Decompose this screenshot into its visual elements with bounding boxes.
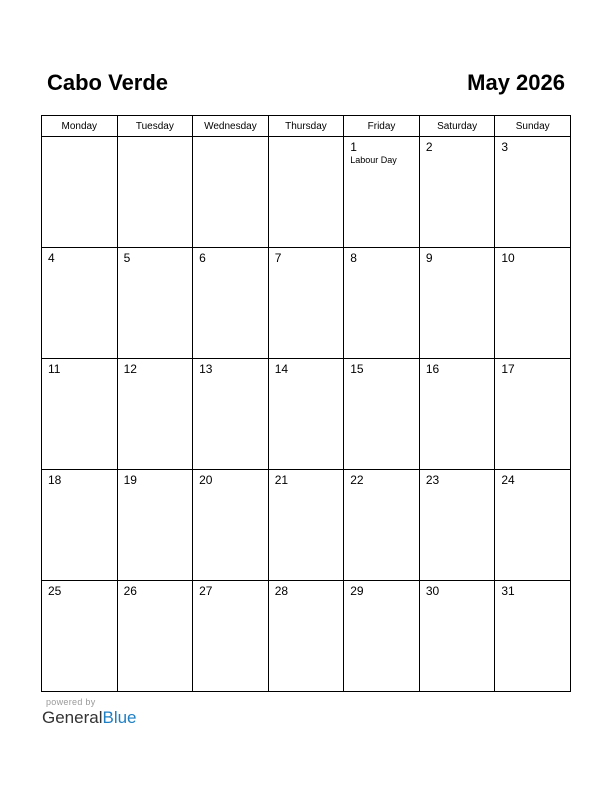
day-cell <box>419 248 495 359</box>
day-number: 14 <box>274 362 289 376</box>
day-cell <box>344 470 420 581</box>
day-number: 12 <box>123 362 137 376</box>
day-cell <box>193 359 269 470</box>
day-number <box>269 137 344 140</box>
day-number: 16 <box>425 362 440 376</box>
day-number: 5 <box>123 251 131 265</box>
day-number: 2 <box>425 140 433 154</box>
day-number: 27 <box>199 584 213 598</box>
weekday-tuesday: Tuesday <box>117 116 193 137</box>
day-number: 31 <box>501 584 515 598</box>
day-cell <box>117 137 193 248</box>
brand-blue-text: Blue <box>102 708 137 727</box>
day-cell <box>344 359 420 470</box>
week-row <box>42 248 571 359</box>
day-cell <box>193 248 269 359</box>
day-number: 11 <box>48 362 61 376</box>
day-cell <box>117 581 193 692</box>
day-number: 20 <box>199 473 213 487</box>
weekday-friday: Friday <box>344 116 420 137</box>
weekday-thursday: Thursday <box>268 116 344 137</box>
day-cell <box>42 248 118 359</box>
day-cell <box>193 137 269 248</box>
day-cell <box>495 470 571 581</box>
day-number: 9 <box>425 251 433 265</box>
day-cell <box>268 470 344 581</box>
weekday-sunday: Sunday <box>495 116 571 137</box>
day-number: 23 <box>425 473 440 487</box>
day-cell <box>495 359 571 470</box>
day-number: 18 <box>48 473 62 487</box>
day-number: 4 <box>48 251 55 265</box>
weekday-monday: Monday <box>42 116 118 137</box>
generalblue-logo <box>42 708 137 728</box>
day-number <box>193 137 268 140</box>
day-cell <box>268 137 344 248</box>
day-number: 6 <box>199 251 206 265</box>
day-number: 29 <box>350 584 364 598</box>
weekday-saturday: Saturday <box>419 116 495 137</box>
day-cell <box>268 359 344 470</box>
day-number: 22 <box>350 473 364 487</box>
day-number: 28 <box>274 584 289 598</box>
day-cell <box>419 359 495 470</box>
holiday-label: Labour Day <box>350 155 397 165</box>
day-cell <box>42 470 118 581</box>
day-cell <box>117 470 193 581</box>
day-cell <box>42 581 118 692</box>
day-number: 21 <box>274 473 289 487</box>
calendar-body <box>42 137 571 692</box>
week-row <box>42 137 571 248</box>
country-title: Cabo Verde <box>47 70 169 95</box>
day-cell <box>344 137 420 248</box>
weekday-header-row <box>42 116 571 137</box>
day-number: 7 <box>274 251 282 265</box>
day-number: 10 <box>501 251 515 265</box>
day-cell <box>42 359 118 470</box>
day-number: 1 <box>350 140 357 154</box>
day-cell <box>419 470 495 581</box>
day-cell <box>495 581 571 692</box>
day-number: 19 <box>123 473 137 487</box>
day-cell <box>344 248 420 359</box>
day-number: 30 <box>425 584 440 598</box>
day-cell <box>495 248 571 359</box>
day-number: 3 <box>501 140 509 154</box>
day-number: 25 <box>48 584 62 598</box>
week-row <box>42 581 571 692</box>
month-year-title: May 2026 <box>467 70 565 95</box>
brand-general-text: General <box>42 708 103 727</box>
day-number <box>118 137 193 140</box>
day-number <box>42 137 117 140</box>
day-number: 24 <box>501 473 515 487</box>
day-cell <box>495 137 571 248</box>
powered-by-label: powered by <box>46 697 96 707</box>
day-cell <box>42 137 118 248</box>
day-cell <box>268 581 344 692</box>
day-cell <box>117 248 193 359</box>
day-number: 26 <box>123 584 137 598</box>
day-cell <box>344 581 420 692</box>
day-number: 17 <box>501 362 515 376</box>
calendar-grid <box>41 115 571 692</box>
day-number: 8 <box>350 251 357 265</box>
week-row <box>42 359 571 470</box>
day-cell <box>268 248 344 359</box>
week-row <box>42 470 571 581</box>
day-cell <box>419 137 495 248</box>
day-number: 13 <box>199 362 213 376</box>
day-number: 15 <box>350 362 364 376</box>
day-cell <box>419 581 495 692</box>
weekday-wednesday: Wednesday <box>193 116 269 137</box>
day-cell <box>193 470 269 581</box>
day-cell <box>117 359 193 470</box>
day-cell <box>193 581 269 692</box>
